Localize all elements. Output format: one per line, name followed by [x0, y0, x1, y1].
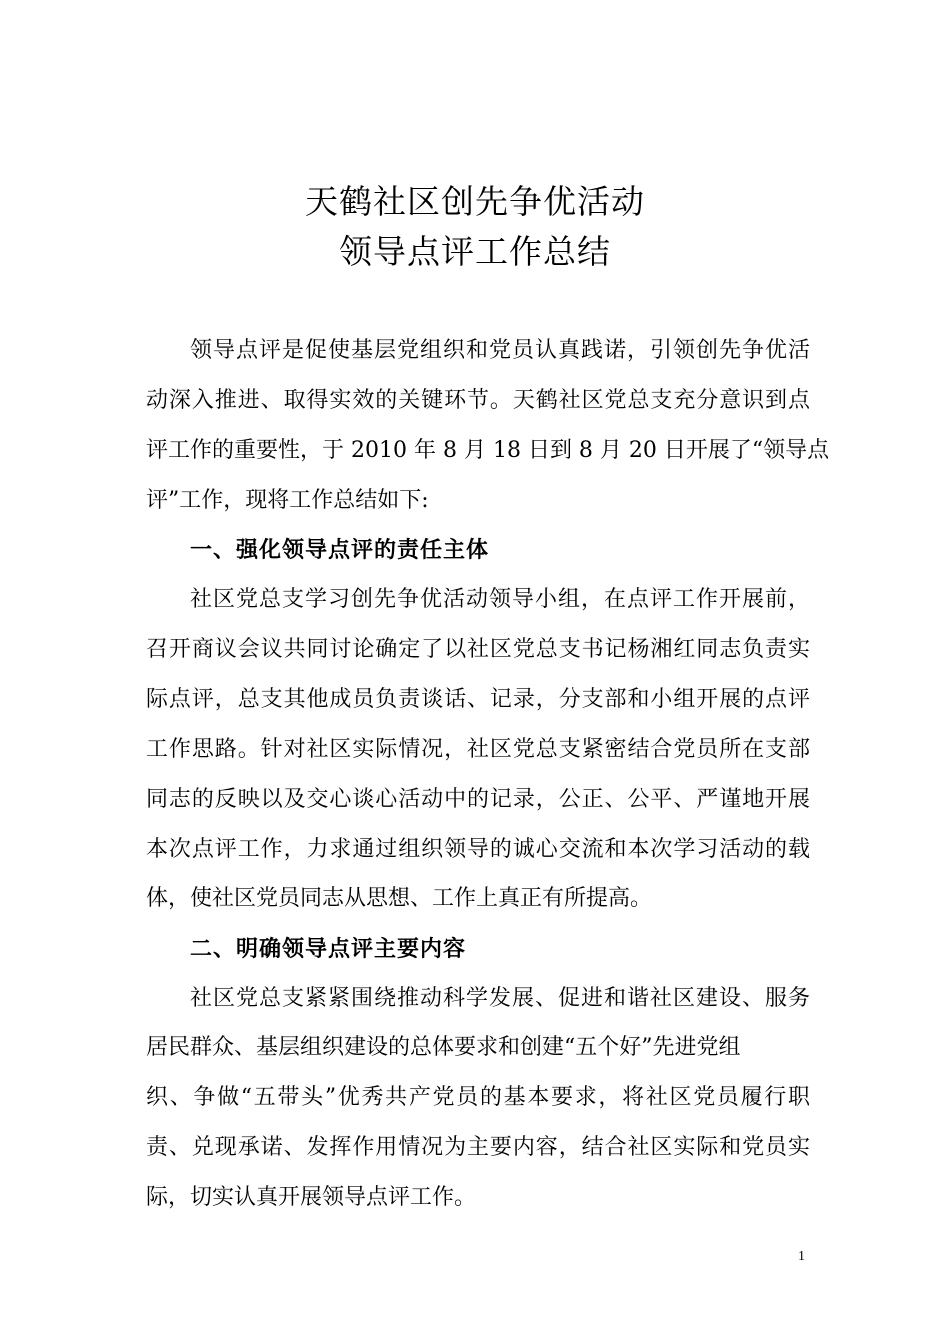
paragraph-2-line-4: 工作思路。针对社区实际情况，社区党总支紧密结合党员所在支部 [146, 737, 810, 762]
paragraph-3-line-2: 居民群众、基层组织建设的总体要求和创建“五个好”先进党组 [146, 1035, 741, 1060]
document-title-line-2: 领导点评工作总结 [339, 232, 611, 271]
paragraph-2-line-6: 本次点评工作，力求通过组织领导的诚心交流和本次学习活动的载 [146, 837, 810, 862]
paragraph-2-line-3: 际点评，总支其他成员负责谈话、记录，分支部和小组开展的点评 [146, 687, 810, 712]
paragraph-2-line-7: 体，使社区党员同志从思想、工作上真正有所提高。 [146, 886, 653, 911]
paragraph-3-line-5: 际，切实认真开展领导点评工作。 [146, 1185, 477, 1210]
paragraph-3-line-4: 责、兑现承诺、发挥作用情况为主要内容，结合社区实际和党员实 [146, 1135, 810, 1160]
paragraph-2-line-2: 召开商议会议共同讨论确定了以社区党总支书记杨湘红同志负责实 [146, 637, 810, 662]
paragraph-1-line-3: 评工作的重要性，于 2010 年 8 月 18 日到 8 月 20 日开展了“领导点 [146, 438, 830, 463]
paragraph-2-line-5: 同志的反映以及交心谈心活动中的记录，公正、公平、严谨地开展 [146, 787, 810, 812]
paragraph-3-line-1: 社区党总支紧紧围绕推动科学发展、促进和谐社区建设、服务 [190, 986, 810, 1011]
paragraph-1-line-1: 领导点评是促使基层党组织和党员认真践诺，引领创先争优活 [190, 338, 810, 363]
document-title-line-1: 天鹤社区创先争优活动 [305, 182, 645, 221]
paragraph-1-line-2: 动深入推进、取得实效的关键环节。天鹤社区党总支充分意识到点 [146, 388, 810, 413]
page-number: 1 [798, 1249, 805, 1264]
paragraph-2-line-1: 社区党总支学习创先争优活动领导小组，在点评工作开展前， [190, 587, 810, 612]
section-heading-2: 二、明确领导点评主要内容 [190, 936, 467, 962]
section-heading-1: 一、强化领导点评的责任主体 [190, 537, 490, 563]
paragraph-3-line-3: 织、争做“五带头”优秀共产党员的基本要求，将社区党员履行职 [146, 1085, 810, 1110]
paragraph-1-line-4: 评”工作，现将工作总结如下: [146, 488, 429, 513]
